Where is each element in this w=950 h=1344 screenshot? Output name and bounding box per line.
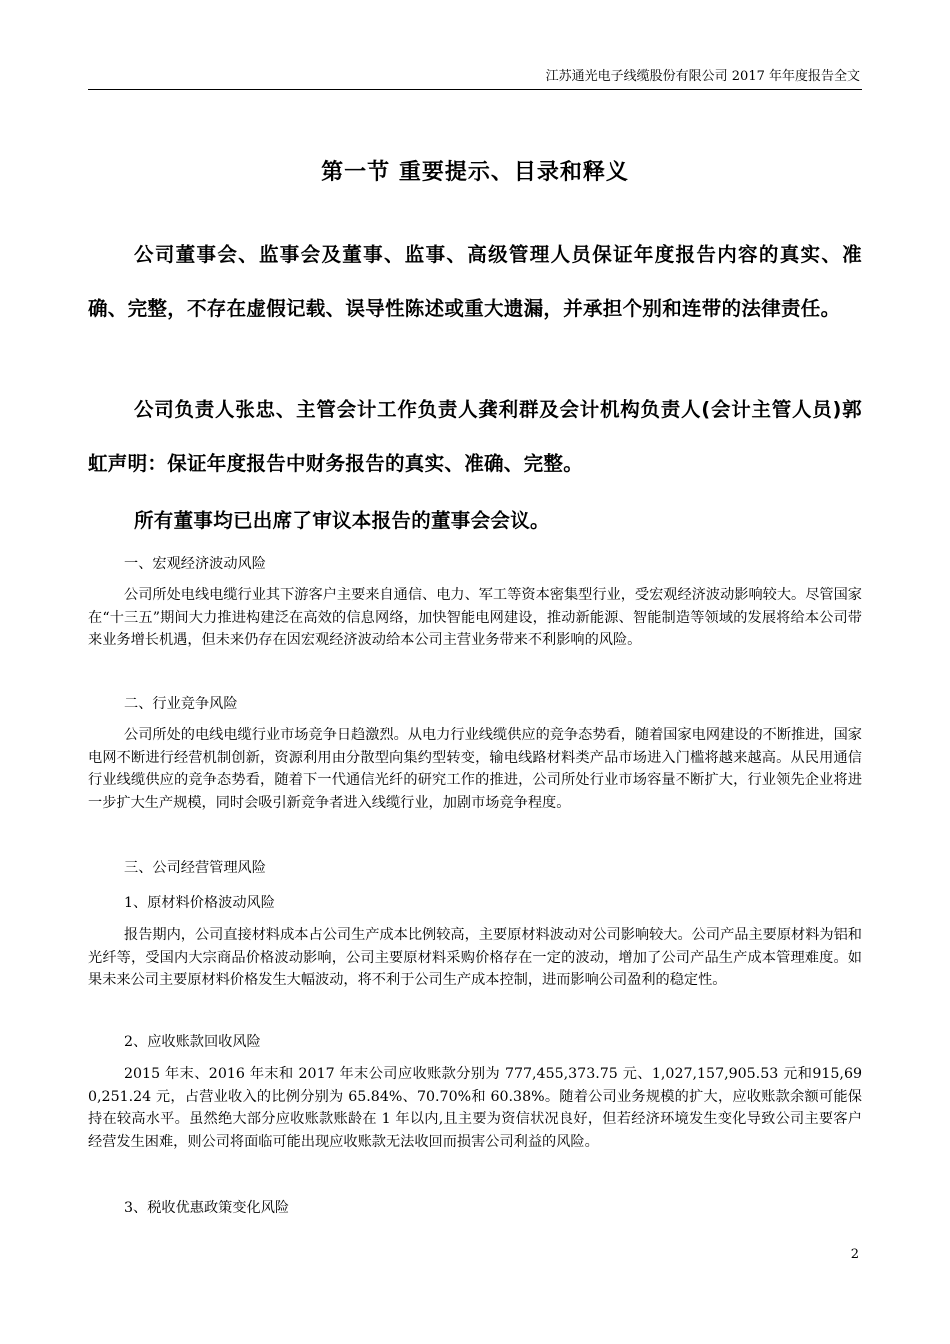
receivables-risk-heading: 2、应收账款回收风险: [124, 1034, 261, 1050]
raw-material-risk-paragraph: 报告期内，公司直接材料成本占公司生产成本比例较高，主要原材料波动对公司影响较大。公司产品主要原材料为铝和光纤等，受国内大宗商品价格波动影响，公司主要原材料采购价格存在一定的波动，增加了公司产品生产成本管理难度。如果未来公司主要原材料价格发生大幅波动，将不利于公司生产成本控制，进而影响公司盈利的稳定性。: [88, 927, 862, 988]
responsibility-statement: 公司董事会、监事会及董事、监事、高级管理人员保证年度报告内容的真实、准确、完整，不存在虚假记载、误导性陈述或重大遗漏，并承担个别和连带的法律责任。: [88, 243, 862, 320]
competition-risk-heading: 二、行业竞争风险: [124, 696, 238, 712]
receivables-risk-paragraph: 2015 年末、2016 年末和 2017 年末公司应收账款分别为 777,455,373.75 元、1,027,157,905.53 元和915,690,251.24 元，占营业收入的比例分别为 65.84%、70.70%和 60.38%。随着公司业务规模的扩大，应收账款余额可能保持在较高水平。虽然绝大部分应收账款账龄在 1 年以内,且主要为资信状况良好，但若经济环境发生变化导致公司主要客户经营发生困难，则公司将面临可能出现应收账款无法收回而损害公司利益的风险。: [88, 1066, 862, 1150]
operation-risk-heading: 三、公司经营管理风险: [124, 860, 266, 876]
competition-risk-paragraph: 公司所处的电线电缆行业市场竞争日趋激烈。从电力行业线缆供应的竞争态势看，随着国家电网建设的不断推进，国家电网不断进行经营机制创新，资源利用由分散型向集约型转变，输电线路材料类产品市场进入门槛将越来越高。从民用通信行业线缆供应的竞争态势看，随着下一代通信光纤的研究工作的推进，公司所处行业市场容量不断扩大，行业领先企业将进一步扩大生产规模，同时会吸引新竞争者进入线缆行业，加剧市场竞争程度。: [88, 727, 862, 811]
header-divider: [88, 89, 862, 90]
report-header-title: 江苏通光电子线缆股份有限公司 2017 年年度报告全文: [545, 69, 860, 84]
macro-risk-heading: 一、宏观经济波动风险: [124, 556, 266, 572]
financial-report-declaration: 公司负责人张忠、主管会计工作负责人龚利群及会计机构负责人(会计主管人员)郭虹声明：保证年度报告中财务报告的真实、准确、完整。: [88, 398, 862, 475]
raw-material-risk-heading: 1、原材料价格波动风险: [124, 895, 275, 911]
macro-risk-paragraph: 公司所处电线电缆行业其下游客户主要来自通信、电力、军工等资本密集型行业，受宏观经济波动影响较大。尽管国家在“十三五”期间大力推进构建泛在高效的信息网络，加快智能电网建设，推动新能源、智能制造等领域的发展将给本公司带来业务增长机遇，但未来仍存在因宏观经济波动给本公司主营业务带来不利影响的风险。: [88, 587, 862, 648]
page-number: 2: [850, 1247, 859, 1262]
tax-policy-risk-heading: 3、税收优惠政策变化风险: [124, 1200, 290, 1216]
board-attendance-statement: 所有董事均已出席了审议本报告的董事会会议。: [134, 509, 550, 532]
section-title: 第一节 重要提示、目录和释义: [321, 160, 629, 185]
